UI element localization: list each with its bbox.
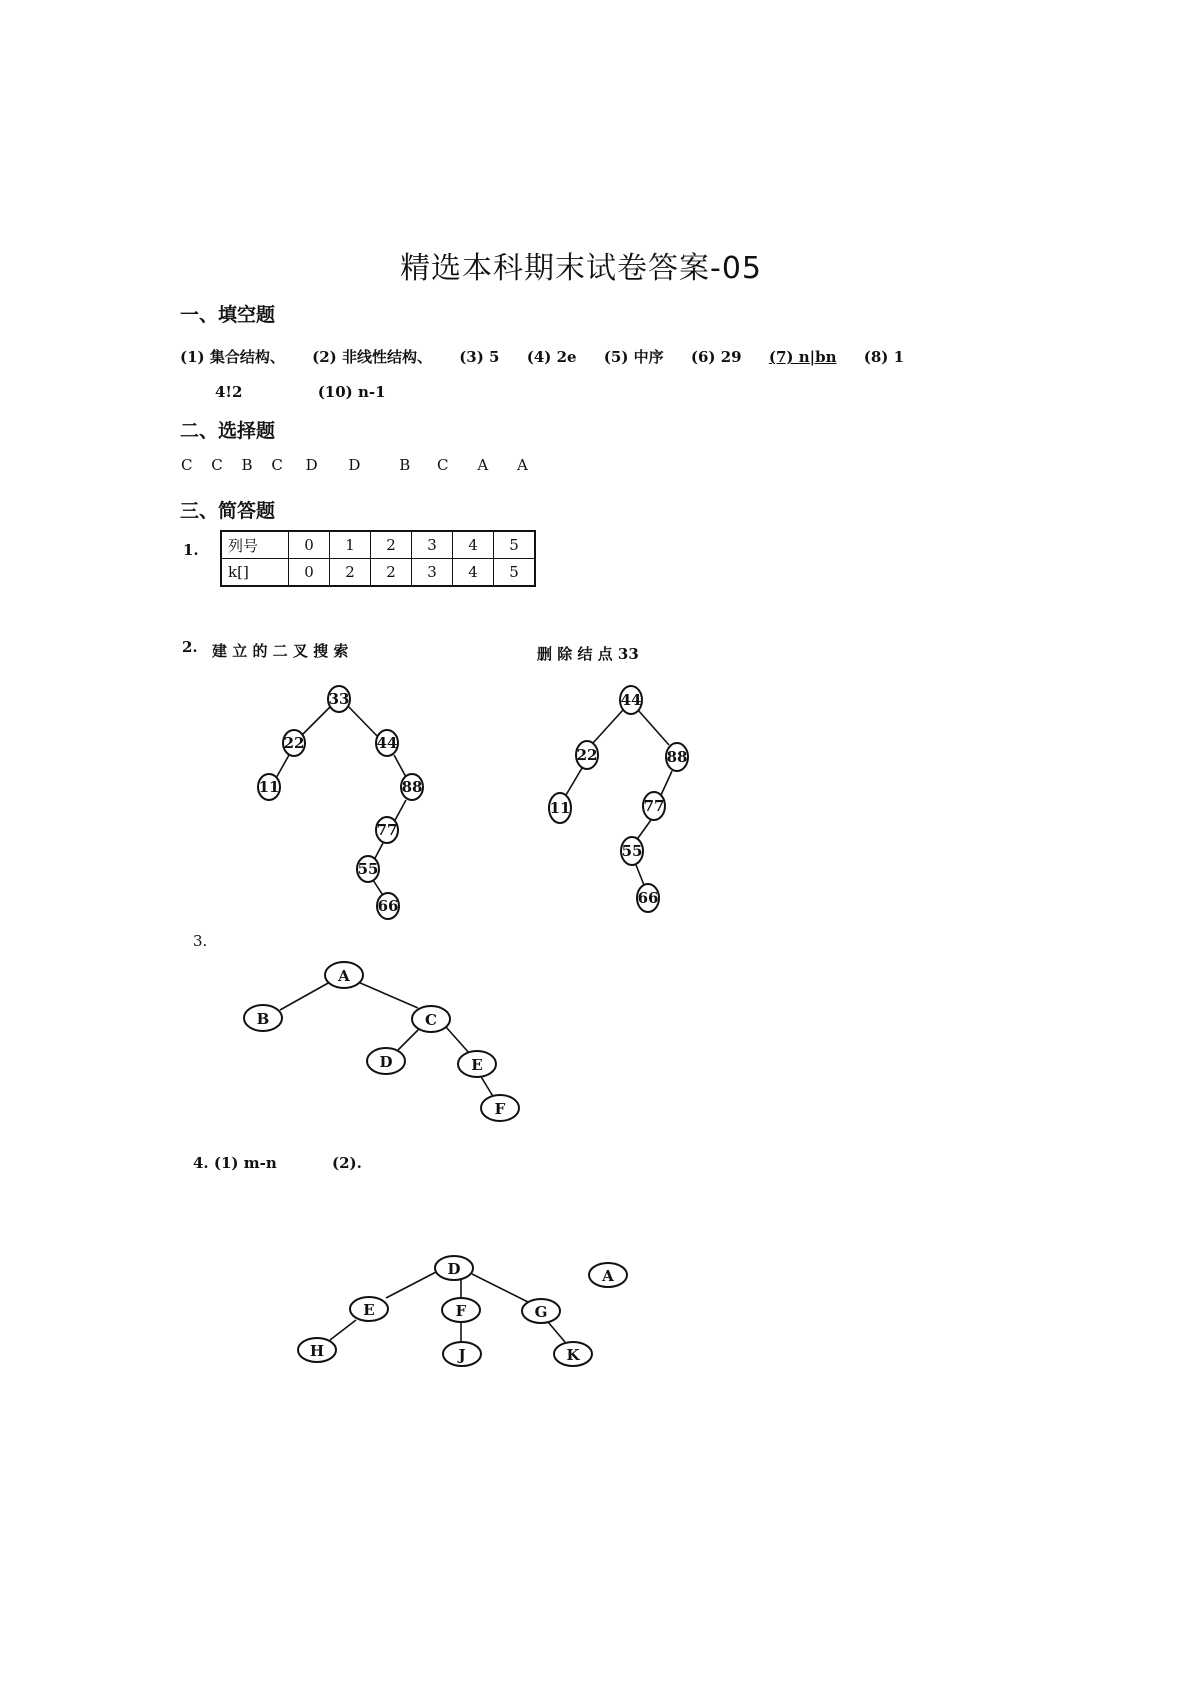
fill-answer: (1) 集合结构、 xyxy=(180,348,285,366)
tree-edge xyxy=(472,1274,528,1302)
node-label: 44 xyxy=(376,734,398,752)
fill-answer: (2) 非线性结构、 xyxy=(312,348,432,366)
node-label: A xyxy=(338,967,350,985)
choice-answer: D xyxy=(348,456,361,474)
node-label: F xyxy=(455,1302,467,1320)
node-label: E xyxy=(363,1301,375,1319)
node-label: 77 xyxy=(643,797,665,815)
tree-edge xyxy=(386,1272,436,1298)
q2-number: 2. xyxy=(182,638,198,656)
q4-part2: (2). xyxy=(331,1154,362,1172)
section-fill-heading: 一、填空题 xyxy=(180,304,276,326)
table-cell: 5 xyxy=(494,559,536,587)
node-label: 11 xyxy=(549,799,571,817)
section-choice-heading: 二、选择题 xyxy=(180,420,276,442)
node-label: 55 xyxy=(357,860,379,878)
table-cell: 1 xyxy=(330,531,371,559)
node-label: H xyxy=(309,1342,325,1360)
tree-node xyxy=(554,1342,592,1366)
tree-node xyxy=(443,1342,481,1366)
node-label: 22 xyxy=(283,734,305,752)
q2-caption-right: 删 除 结 点 33 xyxy=(537,645,639,663)
node-label: K xyxy=(566,1346,580,1364)
fill-answer: (6) 29 xyxy=(690,348,742,366)
choice-answer: C xyxy=(211,456,223,474)
node-label: J xyxy=(458,1346,466,1364)
node-label: 66 xyxy=(637,889,659,907)
table-cell: 3 xyxy=(412,559,453,587)
tree-node xyxy=(442,1298,480,1322)
table-cell: 2 xyxy=(371,531,412,559)
choice-answer: C xyxy=(271,456,283,474)
node-label: 88 xyxy=(666,748,688,766)
choice-answer: D xyxy=(305,456,318,474)
table-cell: 5 xyxy=(494,531,536,559)
node-label: 88 xyxy=(401,778,423,796)
node-label: 44 xyxy=(620,691,642,709)
tree-edge xyxy=(330,1320,356,1340)
fill-answer: (3) 5 xyxy=(459,348,500,366)
choice-answer: A xyxy=(477,456,489,474)
table-cell: 2 xyxy=(330,559,371,587)
q4-part1: 4. (1) m-n xyxy=(193,1154,277,1172)
tree-node xyxy=(350,1297,388,1321)
table-cell: 3 xyxy=(412,531,453,559)
fill-answer: (10) n-1 xyxy=(317,383,386,401)
node-label: D xyxy=(379,1053,393,1071)
table-row-label: 列号 xyxy=(221,531,289,559)
node-label: 33 xyxy=(328,690,350,708)
choice-answer: B xyxy=(241,456,253,474)
node-label: 11 xyxy=(258,778,280,796)
q2-caption-left: 建 立 的 二 叉 搜 索 xyxy=(212,642,349,660)
fill-answer: (5) 中序 xyxy=(603,348,664,366)
node-label: A xyxy=(602,1267,614,1285)
node-label: F xyxy=(494,1100,506,1118)
choice-answer: C xyxy=(181,456,193,474)
choice-answer: C xyxy=(437,456,449,474)
q1-number: 1. xyxy=(183,541,199,559)
node-label: B xyxy=(256,1010,270,1028)
choice-answer: A xyxy=(516,456,528,474)
fill-answer: (8) 1 xyxy=(863,348,905,366)
table-cell: 2 xyxy=(371,559,412,587)
node-label: 66 xyxy=(377,897,399,915)
node-label: 22 xyxy=(576,746,598,764)
tree-node xyxy=(298,1338,336,1362)
table-cell: 0 xyxy=(289,559,330,587)
tree-node xyxy=(435,1256,473,1280)
fill-answer-underlined: (7) n|bn xyxy=(768,348,837,366)
table-cell: 4 xyxy=(453,531,494,559)
table-cell: 0 xyxy=(289,531,330,559)
section-short-heading: 三、简答题 xyxy=(180,500,276,522)
node-label: 55 xyxy=(621,842,643,860)
node-label: D xyxy=(447,1260,461,1278)
choice-answer: B xyxy=(399,456,411,474)
q3-number: 3. xyxy=(193,932,208,950)
table-row-label: k[] xyxy=(221,559,289,587)
fill-answer: (4) 2e xyxy=(526,348,577,366)
table-cell: 4 xyxy=(453,559,494,587)
page-title: 精选本科期末试卷答案-05 xyxy=(400,251,762,286)
tree-node xyxy=(522,1299,560,1323)
node-label: E xyxy=(471,1056,483,1074)
node-label: G xyxy=(534,1303,548,1321)
node-label: C xyxy=(425,1011,437,1029)
tree-edge xyxy=(548,1322,565,1342)
tree-node xyxy=(589,1263,627,1287)
fill-answer: 4!2 xyxy=(215,383,243,401)
node-label: 77 xyxy=(376,821,398,839)
